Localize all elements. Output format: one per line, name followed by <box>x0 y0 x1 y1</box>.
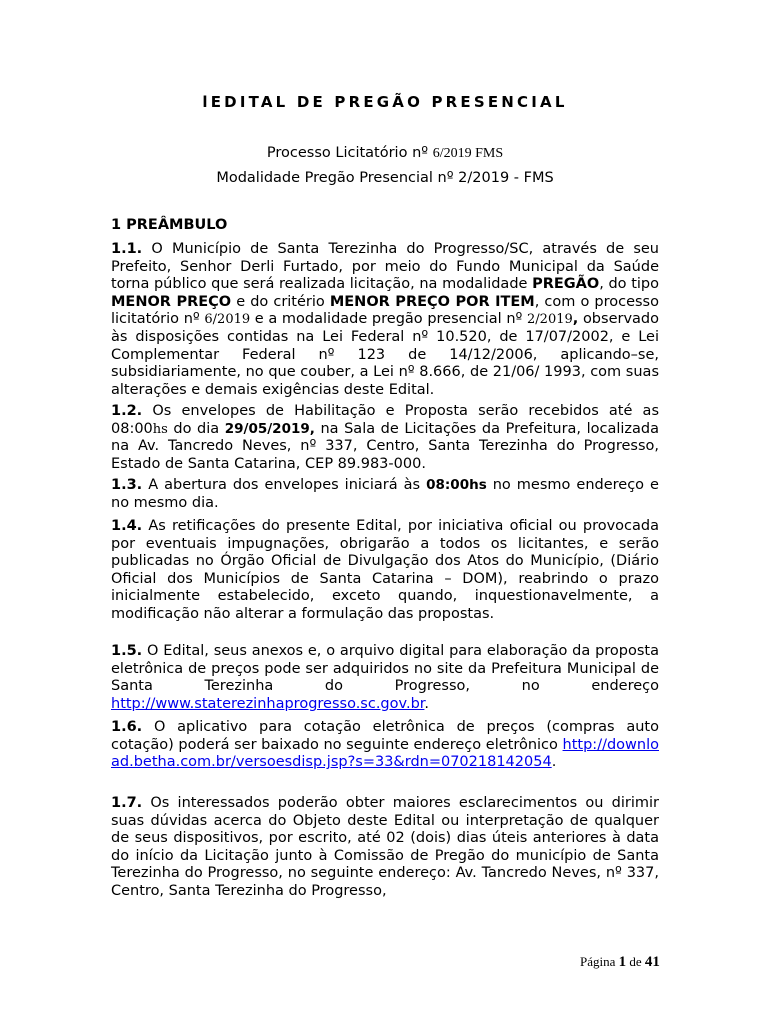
paragraph-number: 1.7. <box>111 795 143 811</box>
paragraph-number: 1.5. <box>111 643 143 659</box>
process-line <box>111 145 659 162</box>
paragraph-1-7 <box>111 795 659 901</box>
process-number-inline: 6/2019 <box>204 312 251 328</box>
footer-of: de <box>626 954 645 969</box>
footer-label: Página <box>580 954 619 969</box>
page-footer <box>580 954 660 971</box>
paragraph-text: e a modalidade pregão presencial nº <box>250 311 528 328</box>
paragraph-text: , com o processo licitatório nº <box>111 293 659 328</box>
paragraph-text: no mesmo endereço e no mesmo dia. <box>111 477 659 511</box>
bold-date: 29/05/2019, <box>224 420 315 437</box>
modality-line: Modalidade Pregão Presencial nº 2/2019 - FMS <box>216 170 554 186</box>
paragraph-text: A abertura dos envelopes iniciará às <box>142 477 427 493</box>
paragraph-text: O Município de Santa Terezinha do Progresso/SC, através de seu Prefeito, Senhor Derli Furtado, por meio do Fundo Municipal da Saúde torna público que será realizada licitação, na modalidade <box>111 241 659 293</box>
download-link[interactable]: http://download.betha.com.br/versoesdisp.jsp?s=33&rdn=070218142054 <box>111 736 659 771</box>
paragraph-text: na Sala de Licitações da Prefeitura, localizada na Av. Tancredo Neves, nº 337, Centro, Santa Terezinha do Progresso, Estado de Santa Catarina, CEP 89.983-000. <box>111 420 659 472</box>
paragraph-1-2 <box>111 403 659 473</box>
paragraph-number: 1.1. <box>111 241 143 257</box>
paragraph-number: 1.2. <box>111 403 143 419</box>
paragraph-text: O aplicativo para cotação eletrônica de preços (compras auto cotação) poderá ser baixado no seguinte endereço eletrônico <box>111 719 659 753</box>
paragraph-number: 1.6. <box>111 719 143 735</box>
paragraph-1-5 <box>111 643 659 713</box>
paragraph-number: 1.4. <box>111 518 143 534</box>
paragraph-text: Os envelopes de Habilitação e Proposta serão recebidos até as 08:00 <box>111 403 659 437</box>
hours-suffix: hs <box>152 421 168 437</box>
document-title: lEDITAL DE PREGÃO PRESENCIAL <box>202 93 568 111</box>
bold-text: PREGÃO <box>532 276 600 293</box>
paragraph-text: . <box>551 754 557 771</box>
modality-number-inline: 2/2019 <box>527 312 573 328</box>
bold-text: MENOR PREÇO POR ITEM <box>329 293 535 310</box>
paragraph-1-1 <box>111 241 659 399</box>
paragraph-1-6 <box>111 719 659 772</box>
paragraph-1-4 <box>111 518 659 624</box>
paragraph-text: observado às disposições contidas na Lei Federal nº 10.520, de 17/07/2002, e Lei Complementar Federal nº 123 de 14/12/2006, aplicando–se, subsidiariamente, no que couber, a Lei nº 8.666, de 21/06/ 1993, com suas alterações e demais exigências deste Edital. <box>111 311 659 398</box>
paragraph-text: O Edital, seus anexos e, o arquivo digital para elaboração da proposta eletrônica de preços pode ser adquiridos no site da Prefeitura Municipal de Santa Terezinha do Progresso, no endereço <box>111 643 659 695</box>
paragraph-text: Os interessados poderão obter maiores esclarecimentos ou dirimir suas dúvidas acerca do Objeto deste Edital ou interpretação de qualquer de seus dispositivos, por escrito, até 02 (dois) dias úteis anteriores à data do início da Licitação junto à Comissão de Pregão do município de Santa Terezinha do Progresso, no seguinte endereço: Av. Tancredo Neves, nº 337, Centro, Santa Terezinha do Progresso, <box>111 795 659 899</box>
bold-time: 08:00hs <box>426 477 487 493</box>
total-pages: 41 <box>644 954 660 970</box>
paragraph-text: , do tipo <box>599 276 659 293</box>
paragraph-text: e do critério <box>231 293 330 310</box>
bold-text: , <box>572 311 579 328</box>
current-page-number: 1 <box>618 954 627 970</box>
paragraph-text: do dia <box>167 420 225 437</box>
paragraph-number: 1.3. <box>111 477 143 493</box>
paragraph-text: As retificações do presente Edital, por iniciativa oficial ou provocada por eventuais impugnações, obrigarão a todos os licitantes, e serão publicadas no Órgão Oficial de Divulgação dos Atos do Município, (Diário Oficial dos Municípios de Santa Catarina – DOM), reabrindo o prazo inicialmente estabelecido, exceto quando, inquestionavelmente, a modificação não alterar a formulação das propostas. <box>111 518 659 622</box>
bold-text: MENOR PREÇO <box>111 293 232 310</box>
process-prefix: Processo Licitatório nº <box>266 145 433 161</box>
section-heading: 1 PREÂMBULO <box>111 217 228 233</box>
process-number: 6/2019 FMS <box>432 146 504 161</box>
paragraph-1-3 <box>111 477 659 512</box>
website-link[interactable]: http://www.staterezinhaprogresso.sc.gov.br <box>111 695 425 712</box>
paragraph-text: . <box>424 695 430 712</box>
